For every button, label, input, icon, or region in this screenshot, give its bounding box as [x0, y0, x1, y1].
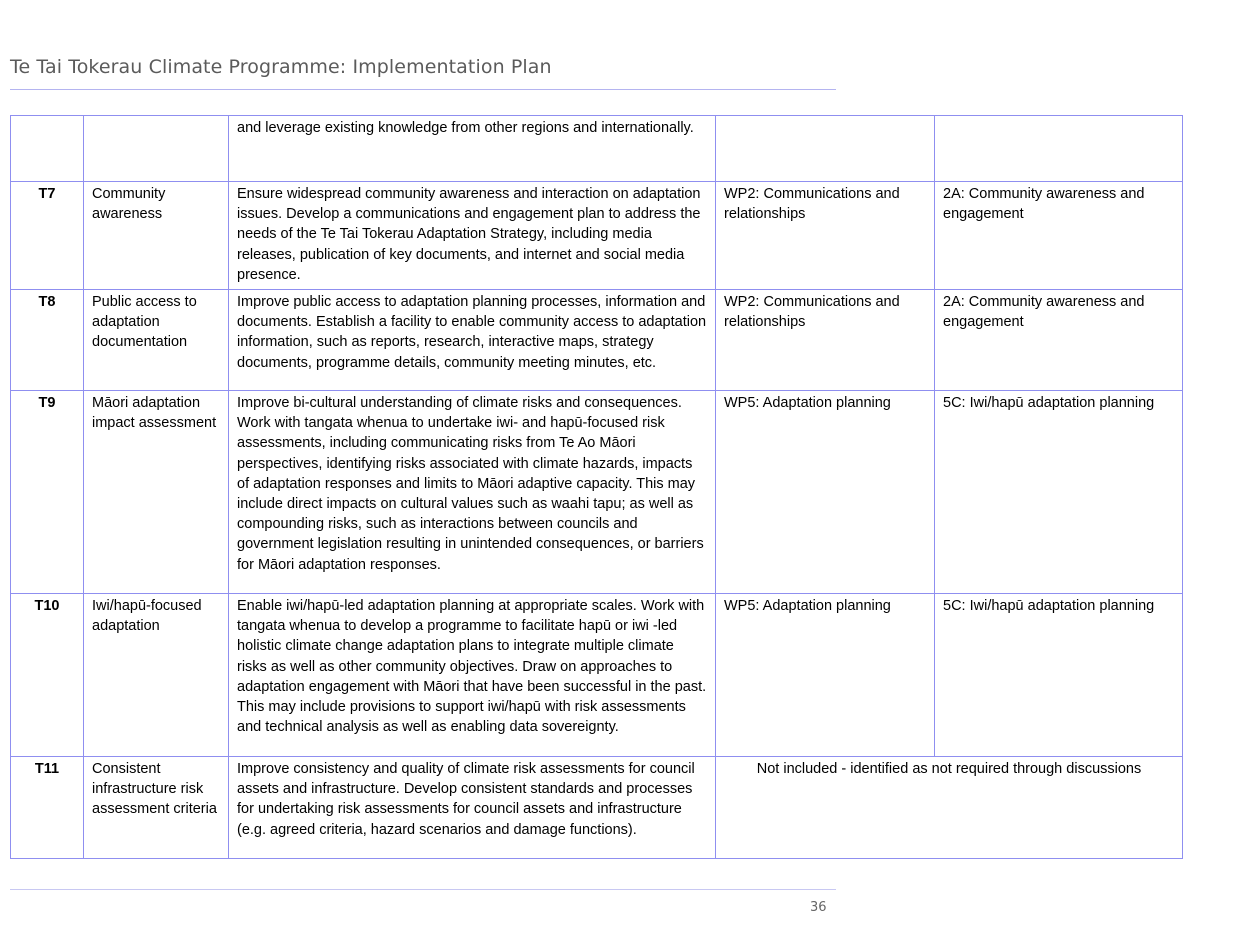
row-name	[84, 116, 229, 182]
row-name: Iwi/hapū-focused adaptation	[84, 594, 229, 757]
row-name: Community awareness	[84, 182, 229, 290]
row-action: 2A: Community awareness and engagement	[935, 182, 1183, 290]
table-row	[11, 594, 1183, 757]
table-row	[11, 391, 1183, 594]
page-header-title: Te Tai Tokerau Climate Programme: Implementation Plan	[10, 56, 552, 78]
row-work-programme: WP5: Adaptation planning	[716, 391, 935, 594]
row-description: Improve bi-cultural understanding of climate risks and consequences. Work with tangata whenua to undertake iwi- and hapū-focused risk assessments, including communicating risks from Te Ao Māori perspectives, identifying risks associated with climate hazards, impacts of adaptation responses and limits to Māori adaptive capacity. This may include direct impacts on cultural values such as waahi tapu; as well as compounding risks, such as interactions between councils and government legislation resulting in unintended consequences, or barriers for Māori adaptation responses.	[229, 391, 716, 594]
implementation-table	[10, 115, 1183, 859]
row-code: T11	[11, 757, 84, 859]
row-code: T8	[11, 290, 84, 391]
row-action	[935, 116, 1183, 182]
row-name: Māori adaptation impact assessment	[84, 391, 229, 594]
row-description: Ensure widespread community awareness and interaction on adaptation issues. Develop a communications and engagement plan to address the needs of the Te Tai Tokerau Adaptation Strategy, including media releases, publication of key documents, and internet and social media presence.	[229, 182, 716, 290]
header-divider	[10, 89, 836, 90]
table-row	[11, 290, 1183, 391]
page-number: 36	[810, 900, 827, 915]
row-work-programme	[716, 116, 935, 182]
row-description: Improve public access to adaptation planning processes, information and documents. Establish a facility to enable community access to adaptation information, such as reports, research, interactive maps, strategy documents, programme details, community meeting minutes, etc.	[229, 290, 716, 391]
row-merged-note: Not included - identified as not required through discussions	[716, 757, 1183, 859]
row-code: T10	[11, 594, 84, 757]
row-code	[11, 116, 84, 182]
row-name: Consistent infrastructure risk assessment criteria	[84, 757, 229, 859]
row-name: Public access to adaptation documentation	[84, 290, 229, 391]
footer-divider	[10, 889, 836, 890]
row-work-programme: WP5: Adaptation planning	[716, 594, 935, 757]
table-row	[11, 757, 1183, 859]
row-code: T9	[11, 391, 84, 594]
row-action: 5C: Iwi/hapū adaptation planning	[935, 594, 1183, 757]
row-work-programme: WP2: Communications and relationships	[716, 182, 935, 290]
row-description: and leverage existing knowledge from other regions and internationally.	[229, 116, 716, 182]
table-row	[11, 116, 1183, 182]
row-code: T7	[11, 182, 84, 290]
row-description: Enable iwi/hapū-led adaptation planning at appropriate scales. Work with tangata whenua to develop a programme to facilitate hapū or iwi -led holistic climate change adaptation plans to integrate multiple climate risks as well as other community objectives. Draw on approaches to adaptation engagement with Māori that have been successful in the past. This may include provisions to support iwi/hapū with risk assessments and technical analysis as well as enabling data sovereignty.	[229, 594, 716, 757]
row-action: 2A: Community awareness and engagement	[935, 290, 1183, 391]
row-action: 5C: Iwi/hapū adaptation planning	[935, 391, 1183, 594]
row-description: Improve consistency and quality of climate risk assessments for council assets and infrastructure. Develop consistent standards and processes for undertaking risk assessments for council assets and infrastructure (e.g. agreed criteria, hazard scenarios and damage functions).	[229, 757, 716, 859]
row-work-programme: WP2: Communications and relationships	[716, 290, 935, 391]
table-row	[11, 182, 1183, 290]
